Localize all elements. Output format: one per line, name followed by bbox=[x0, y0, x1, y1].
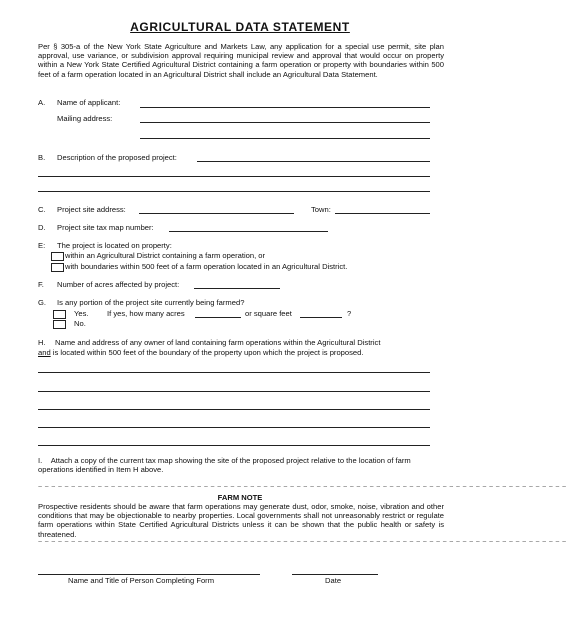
farm-note-text: Prospective residents should be aware that farm operations may generate dust, odor, smoke, noise, vibration and other conditions that may be objectionable to nearby properties. Local governments shall not unreasonably restrict or regulate farm operations within State Certified Agricultural Districts unless it can be shown that the public health or safety is threatened. bbox=[38, 502, 444, 539]
owners-field-5[interactable] bbox=[38, 445, 430, 446]
project-description-label: Description of the proposed project: bbox=[57, 153, 177, 162]
town-label: Town: bbox=[311, 205, 331, 214]
within-500ft-option-label: with boundaries within 500 feet of a farm operation located in an Agricultural District. bbox=[65, 262, 348, 271]
mailing-address-field-2[interactable] bbox=[140, 138, 430, 139]
section-b-letter: B. bbox=[38, 153, 46, 162]
farmed-question-label: Is any portion of the project site currently being farmed? bbox=[57, 298, 245, 307]
section-g-letter: G. bbox=[38, 298, 47, 307]
section-h-letter: H. bbox=[38, 338, 46, 347]
farmed-no-label: No. bbox=[74, 319, 86, 328]
tilde-divider-bottom: ~ ~ ~ ~ ~ ~ ~ ~ ~ ~ ~ ~ ~ ~ ~ ~ ~ ~ ~ ~ ~ ~ ~ ~ ~ ~ ~ ~ ~ ~ ~ ~ ~ ~ ~ ~ ~ ~ ~ ~ ~ ~ ~ ~ ~ ~ ~ ~ ~ ~ ~ ~ ~ ~ ~ ~ ~ ~ ~ ~ ~ ~ ~ ~ ~ ~ ~ ~ ~ ~ ~ ~ ~ ~ ~ ~ ~ ~ ~ ~ bbox=[38, 539, 566, 546]
owners-field-2[interactable] bbox=[38, 391, 430, 392]
owners-label-line-1: Name and address of any owner of land containing farm operations within the Agricultural District bbox=[55, 338, 381, 347]
farm-note-title: FARM NOTE bbox=[217, 493, 263, 502]
page-title: AGRICULTURAL DATA STATEMENT bbox=[130, 20, 350, 34]
farmed-acres-field[interactable] bbox=[195, 317, 241, 318]
date-label: Date bbox=[325, 576, 342, 585]
farmed-yes-label: Yes. bbox=[74, 309, 89, 318]
project-description-field-2[interactable] bbox=[38, 176, 430, 177]
owners-field-4[interactable] bbox=[38, 427, 430, 428]
section-a-letter: A. bbox=[38, 98, 46, 107]
and-word: and bbox=[38, 348, 51, 357]
section-i-paragraph bbox=[38, 456, 444, 474]
section-i-letter: I. bbox=[38, 456, 43, 465]
farmed-yes-checkbox[interactable] bbox=[53, 310, 66, 319]
applicant-name-label: Name of applicant: bbox=[57, 98, 121, 107]
owners-field-3[interactable] bbox=[38, 409, 430, 410]
owners-label-line-2 bbox=[38, 348, 363, 357]
farmed-no-checkbox[interactable] bbox=[53, 320, 66, 329]
mailing-address-field-1[interactable] bbox=[140, 122, 430, 123]
intro-paragraph: Per § 305-a of the New York State Agriculture and Markets Law, any application for a special use permit, site plan approval, use variance, or subdivision approval requiring municipal review and approval that would occur on property within a New York State Certified Agricultural District containing a farm operation or property with boundaries within 500 feet of a farm operation located in an Agricultural District shall include an Agricultural Data Statement. bbox=[38, 42, 444, 79]
section-e-letter: E: bbox=[38, 241, 46, 250]
town-field[interactable] bbox=[335, 213, 430, 214]
mailing-address-label: Mailing address: bbox=[57, 114, 113, 123]
site-address-field[interactable] bbox=[139, 213, 294, 214]
owners-field-1[interactable] bbox=[38, 372, 430, 373]
square-feet-label: or square feet bbox=[245, 309, 292, 318]
question-mark: ? bbox=[347, 309, 352, 318]
farmed-sqft-field[interactable] bbox=[300, 317, 342, 318]
section-c-letter: C. bbox=[38, 205, 46, 214]
acres-affected-field[interactable] bbox=[194, 288, 280, 289]
section-d-letter: D. bbox=[38, 223, 46, 232]
date-field[interactable] bbox=[292, 574, 378, 575]
site-address-label: Project site address: bbox=[57, 205, 126, 214]
section-f-letter: F. bbox=[38, 280, 44, 289]
project-description-field-3[interactable] bbox=[38, 191, 430, 192]
ag-district-checkbox[interactable] bbox=[51, 252, 64, 261]
name-title-signature-field[interactable] bbox=[38, 574, 260, 575]
tax-map-attach-text: Attach a copy of the current tax map showing the site of the proposed project relative to the location of farm operations identified in Item H above. bbox=[38, 456, 411, 475]
project-description-field-1[interactable] bbox=[197, 161, 430, 162]
applicant-name-field[interactable] bbox=[140, 107, 430, 108]
acres-question-label: If yes, how many acres bbox=[107, 309, 185, 318]
owners-label-rest: is located within 500 feet of the boundary of the property upon which the project is proposed. bbox=[50, 348, 364, 357]
tilde-divider-top: ~ ~ ~ ~ ~ ~ ~ ~ ~ ~ ~ ~ ~ ~ ~ ~ ~ ~ ~ ~ ~ ~ ~ ~ ~ ~ ~ ~ ~ ~ ~ ~ ~ ~ ~ ~ ~ ~ ~ ~ ~ ~ ~ ~ ~ ~ ~ ~ ~ ~ ~ ~ ~ ~ ~ ~ ~ ~ ~ ~ ~ ~ ~ ~ ~ ~ ~ ~ ~ ~ ~ ~ ~ ~ ~ ~ ~ ~ ~ ~ bbox=[38, 484, 566, 491]
ag-district-option-label: within an Agricultural District containing a farm operation, or bbox=[65, 251, 266, 260]
location-label: The project is located on property: bbox=[57, 241, 172, 250]
tax-map-field[interactable] bbox=[169, 231, 328, 232]
name-title-label: Name and Title of Person Completing Form bbox=[68, 576, 215, 585]
within-500ft-checkbox[interactable] bbox=[51, 263, 64, 272]
acres-affected-label: Number of acres affected by project: bbox=[57, 280, 180, 289]
tax-map-label: Project site tax map number: bbox=[57, 223, 154, 232]
